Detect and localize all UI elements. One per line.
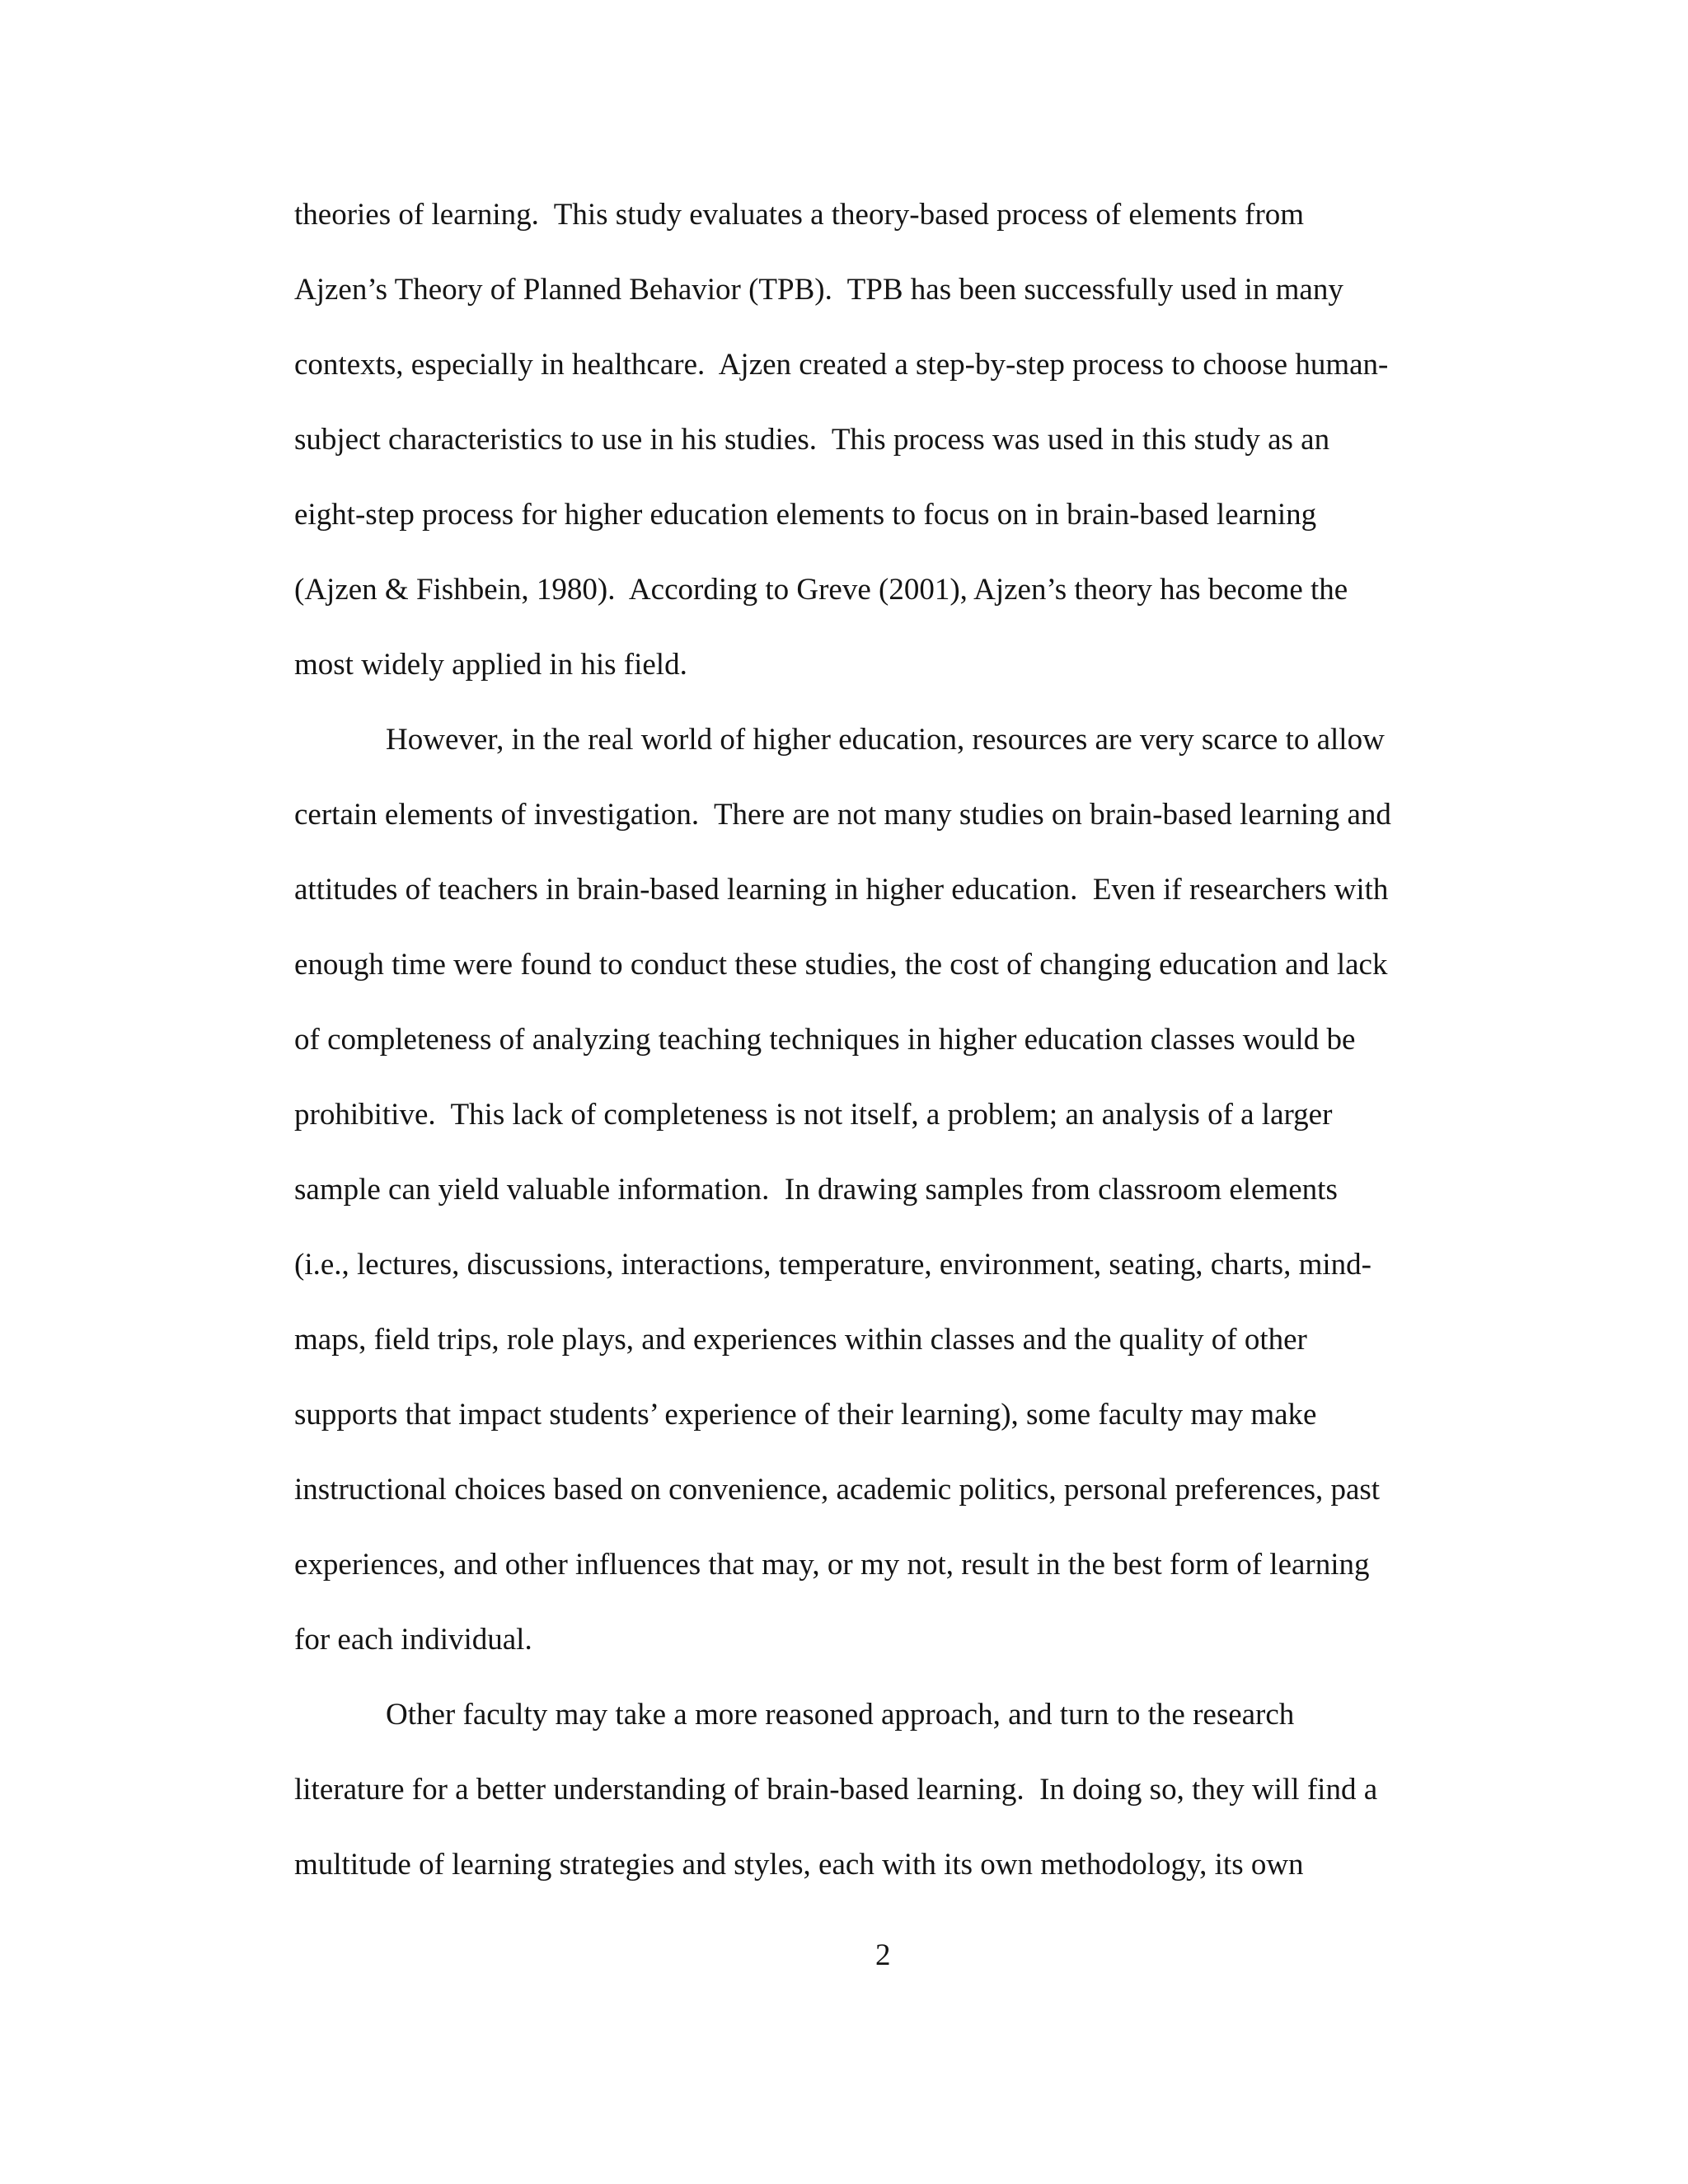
body-text-line: theories of learning. This study evaluates a theory-based process of elements from xyxy=(294,198,1305,232)
body-text-line: contexts, especially in healthcare. Ajzen created a step-by-step process to choose human- xyxy=(294,348,1389,382)
body-text-line: multitude of learning strategies and styles, each with its own methodology, its own xyxy=(294,1848,1304,1882)
body-text-line: eight-step process for higher education elements to focus on in brain-based learning xyxy=(294,498,1317,532)
body-text-line: of completeness of analyzing teaching techniques in higher education classes would be xyxy=(294,1023,1356,1057)
body-text-line: experiences, and other influences that may, or my not, result in the best form of learning xyxy=(294,1548,1370,1582)
body-text-line: sample can yield valuable information. In drawing samples from classroom elements xyxy=(294,1173,1338,1207)
body-text-line: maps, field trips, role plays, and experiences within classes and the quality of other xyxy=(294,1323,1307,1357)
body-text-line: prohibitive. This lack of completeness is not itself, a problem; an analysis of a larger xyxy=(294,1098,1333,1132)
body-text-line: instructional choices based on convenience, academic politics, personal preferences, past xyxy=(294,1473,1381,1507)
body-text-line: (Ajzen & Fishbein, 1980). According to Greve (2001), Ajzen’s theory has become the xyxy=(294,573,1348,607)
body-text-line: supports that impact students’ experience of their learning), some faculty may make xyxy=(294,1398,1317,1432)
paragraph-first-line: However, in the real world of higher education, resources are very scarce to allow xyxy=(294,723,1385,757)
body-text-line: certain elements of investigation. There are not many studies on brain-based learning and xyxy=(294,798,1391,832)
paragraph-first-line: Other faculty may take a more reasoned approach, and turn to the research xyxy=(294,1698,1295,1732)
body-text-line: enough time were found to conduct these studies, the cost of changing education and lack xyxy=(294,948,1388,982)
body-text-line: (i.e., lectures, discussions, interactions, temperature, environment, seating, charts, mind- xyxy=(294,1248,1372,1282)
body-text-line: Ajzen’s Theory of Planned Behavior (TPB). TPB has been successfully used in many xyxy=(294,273,1343,307)
body-text-line: literature for a better understanding of brain-based learning. In doing so, they will find a xyxy=(294,1773,1378,1807)
body-text-line: for each individual. xyxy=(294,1623,532,1657)
body-text-line: attitudes of teachers in brain-based learning in higher education. Even if researchers with xyxy=(294,873,1389,907)
body-text-line: subject characteristics to use in his studies. This process was used in this study as an xyxy=(294,423,1330,457)
page-number: 2 xyxy=(875,1938,891,1972)
body-text-line: most widely applied in his field. xyxy=(294,648,687,682)
